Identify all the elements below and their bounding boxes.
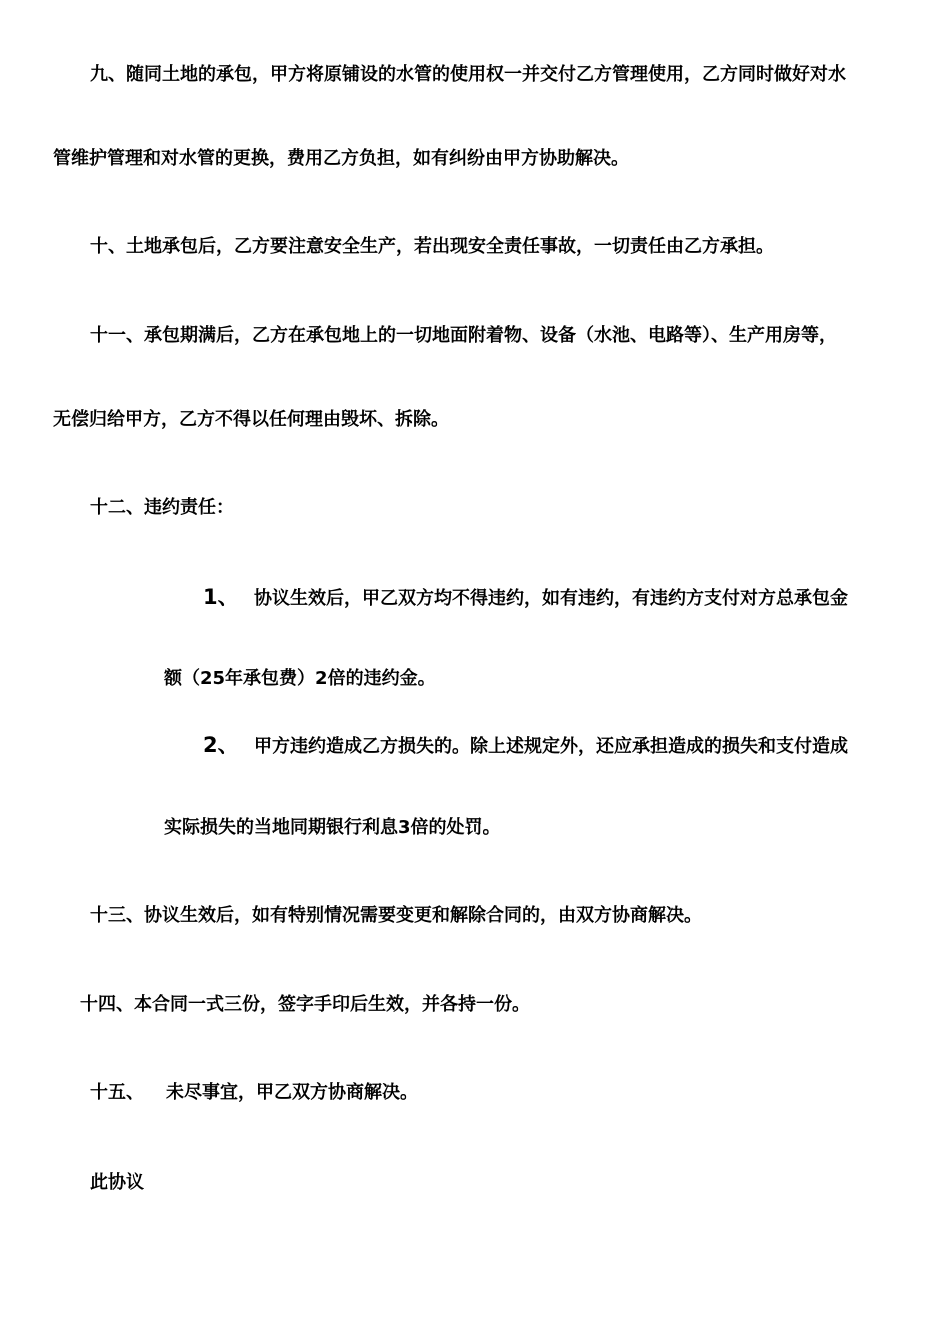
clause-13: 十三、协议生效后，如有特别情况需要变更和解除合同的，由双方协商解决。 <box>90 905 702 926</box>
clause-9-line-2: 管维护管理和对水管的更换，费用乙方负担，如有纠纷由甲方协助解决。 <box>53 148 629 169</box>
clause-14: 十四、本合同一式三份，签字手印后生效，并各持一份。 <box>80 994 530 1015</box>
clause-12-item-2-line-1: 甲方违约造成乙方损失的。除上述规定外，还应承担造成的损失和支付造成 <box>254 736 848 757</box>
clause-9-line-1: 九、随同土地的承包，甲方将原铺设的水管的使用权一并交付乙方管理使用，乙方同时做好对水 <box>90 64 846 85</box>
clause-11-line-2: 无偿归给甲方，乙方不得以任何理由毁坏、拆除。 <box>53 409 449 430</box>
clause-15-text: 未尽事宜，甲乙双方协商解决。 <box>166 1082 418 1103</box>
clause-12-heading: 十二、违约责任： <box>90 497 234 518</box>
clause-12-item-1-line-2: 额（25年承包费）2倍的违约金。 <box>164 668 436 689</box>
clause-12-item-1-line-1: 协议生效后，甲乙双方均不得违约，如有违约，有违约方支付对方总承包金 <box>254 588 848 609</box>
clause-12-item-2-number: 2、 <box>203 733 239 757</box>
closing-text: 此协议 <box>90 1172 144 1193</box>
clause-12-item-1-number: 1、 <box>203 585 239 609</box>
clause-15-number: 十五、 <box>90 1082 144 1103</box>
clause-10: 十、土地承包后，乙方要注意安全生产，若出现安全责任事故，一切责任由乙方承担。 <box>90 236 774 257</box>
clause-12-item-2-line-2: 实际损失的当地同期银行利息3倍的处罚。 <box>164 817 501 838</box>
clause-11-line-1: 十一、承包期满后，乙方在承包地上的一切地面附着物、设备（水池、电路等）、生产用房等， <box>90 325 837 346</box>
